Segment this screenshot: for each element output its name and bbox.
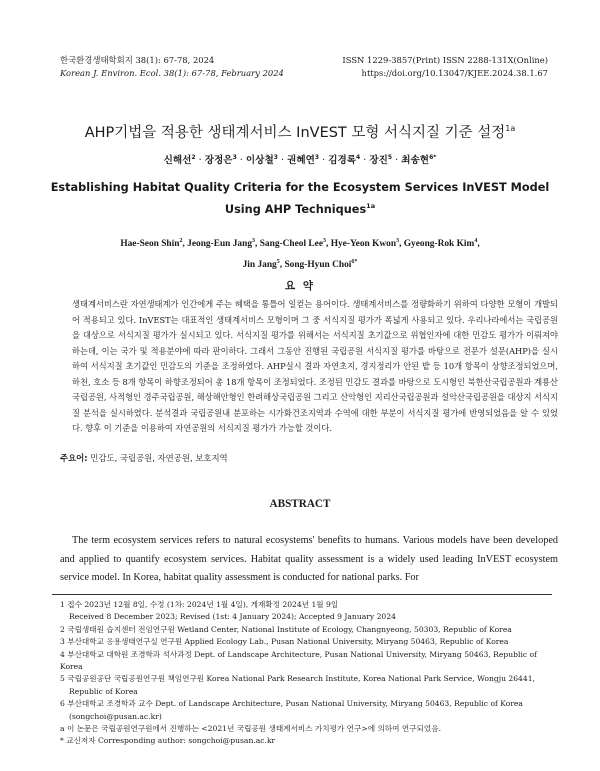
footnote: 4 부산대학교 대학원 조경학과 석사과정 Dept. of Landscape Architecture, Pusan National University, Miryang 50463, Republic of Korea: [60, 649, 537, 672]
abstract-heading: ABSTRACT: [269, 498, 331, 510]
footnote: 6 부산대학교 조경학과 교수 Dept. of Landscape Architecture, Pusan National University, Miryang 50463, Republic of Korea (songchoi@pusan.ac.kr): [60, 699, 523, 721]
title-korean: AHP기법을 적용한 생태계서비스 InVEST 모형 서식지질 기준 설정$^{1a}$: [84, 124, 516, 141]
footnote: 5 국립공원공단 국립공원연구원 책임연구원 Korea National Park Research Institute, Korea National Park Service, Wongju 26441, Republic of Korea: [60, 674, 535, 696]
journal-en: Korean J. Environ. Ecol. 38(1): 67-78, February 2024: [60, 68, 284, 78]
footnote: 3 부산대학교 응용생태연구실 연구원 Applied Ecology Lab., Pusan National University, Miryang 50463, Republic of Korea: [60, 637, 509, 647]
journal-identifiers: [342, 54, 548, 80]
authors-korean: 신해선$^2$ · 장정은$^3$ · 이상철$^3$ · 권혜연$^3$ · 김경록$^4$ · 장진$^5$ · 최송현$^{6*}$: [163, 153, 437, 166]
keywords: 주요어: 민감도, 국립공원, 자연공원, 보호지역: [60, 453, 228, 463]
korean-abstract-heading: 요 약: [285, 280, 315, 292]
title-english: Establishing Habitat Quality Criteria for the Ecosystem Services InVEST Model Using AHP Techniques$^{1a}$: [50, 181, 550, 216]
journal-citation: [60, 54, 284, 80]
journal-kr: 한국환경생태학회지 38(1): 67-78, 2024: [60, 55, 215, 65]
korean-abstract: 생태계서비스란 자연생태계가 인간에게 주는 혜택을 통틀어 일컫는 용어이다. 생태계서비스를 정량화하기 위하여 다양한 모형이 개발되어 적용되고 있다. InVEST는 대표적인 생태계서비스 모형이며 그 중 서식지질 평가가 폭넓게 사용되고 있다. 우리나라에서는 국립공원을 대상으로 서식지질 평가가 실시되고 있다. 서식지질 평가를 위해서는 서식지질 초기값으로 위협인자에 대한 민감도 평가가 이뤄져야 하는데, 이는 국가 및 적용분야에 따라 판이하다. 그래서 그동안 진행된 국립공원 서식지질 평가를 바탕으로 전문가 설문(AHP)을 실시하여 서식지질 초기값인 민감도의 기준을 조정하였다. AHP실시 결과 자연초지, 경지정리가 안된 밭 등 10개 항목이 상향조정되었으며, 하천, 호소 등 8개 항목이 하향조정되어 총 18개 항목이 조정되었다. 조정된 민감도 결과를 바탕으로 도시형인 북한산국립공원과 계룡산국립공원, 사적형인 경주국립공원, 해상해안형인 한려해상국립공원 그리고 산악형인 지리산국립공원과 설악산국립공원을 대상지 서식지질 분석을 실시하였다. 분석결과 국립공원내 분포하는 시가화건조지역과 수역에 대한 부분이 서식지질 평가에 반영되었음을 알 수 있었다. 향후 이 기준을 이용하여 자연공원의 서식지질 평가가 가능할 것이다.: [72, 299, 558, 433]
footnote: 2 국립생태원 습지센터 전임연구원 Wetland Center, National Institute of Ecology, Changnyeong, 50303, Republic of Korea: [60, 624, 512, 634]
doi-link[interactable]: https://doi.org/10.13047/KJEE.2024.38.1.67: [361, 68, 548, 78]
authors-english: Hae-Seon Shin$^2$, Jeong-Eun Jang$^3$, Sang-Cheol Lee$^3$, Hye-Yeon Kwon$^3$, Gyeong-Rok Kim$^4$, Jin Jang$^5$, Song-Hyun Choi$^{6*}$: [120, 238, 480, 271]
footnote: 1 접수 2023년 12월 8일, 수정 (1차: 2024년 1월 4일), 게재확정 2024년 1월 9일 Received 8 December 2023; Revised (1st: 4 January 2024); Accepted 9 January 2024: [60, 600, 396, 622]
english-abstract: The term ecosystem services refers to natural ecosystems' benefits to humans. Various models have been developed and applied to quantify ecosystem services. Habitat quality assessment is a widely used leading InVEST ecosystem service model. In Korea, habitat quality assessment is conducted for national parks. For: [60, 535, 558, 583]
issn: ISSN 1229-3857(Print) ISSN 2288-131X(Online): [342, 55, 548, 65]
footnote-divider: [52, 594, 552, 595]
footnote: * 교신저자 Corresponding author: songchoi@pusan.ac.kr: [60, 736, 276, 746]
footnote: a 이 논문은 국립공원연구원에서 진행하는 <2021년 국립공원 생태계서비스 가치평가 연구>에 의하여 연구되었음.: [60, 724, 441, 734]
footnotes: [60, 599, 556, 748]
